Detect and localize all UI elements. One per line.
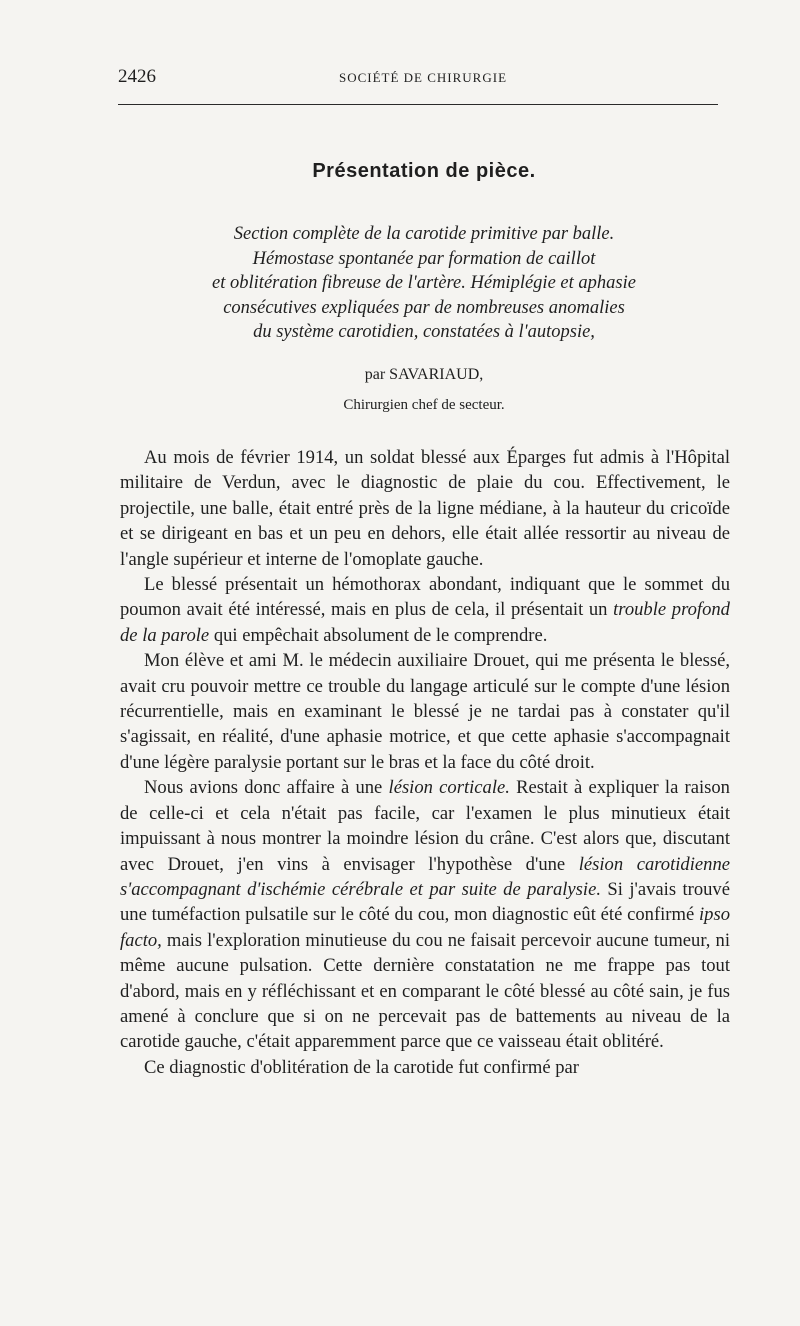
paragraph: Au mois de février 1914, un soldat blessé aux Éparges fut admis à l'Hôpital militaire de Verdun, avec le diagnostic de plaie du cou. Effectivement, le projectile, une balle, était entré près de la ligne médiane, à la hauteur du cricoïde et se dirigeant en bas et un peu en dehors, elle était allée ressortir au niveau de l'angle supérieur et interne de l'omoplate gauche. [120, 447, 730, 570]
author-affiliation: Chirurgien chef de secteur. [343, 397, 505, 413]
paragraph [120, 572, 730, 648]
subtitle-line: Hémostase spontanée par formation de caillot [252, 248, 596, 269]
italic-run: lésion carotidienne s'accompagnant d'ischémie cérébrale et par suite de paralysie. [120, 853, 730, 900]
paragraph: Mon élève et ami M. le médecin auxiliaire Drouet, qui me présenta le blessé, avait cru pouvoir mettre ce trouble du langage articulé sur le compte d'une lésion récurrentielle, mais en examinant le blessé je ne tardai pas à constater qu'il s'agissait, en réalité, d'une aphasie motrice, et que cette aphasie s'accompagnait d'une légère paralysie portant sur le bras et la face du côté droit. [120, 650, 730, 773]
italic-run: lésion corticale. [388, 777, 510, 799]
subtitle-line: du système carotidien, constatées à l'autopsie, [253, 322, 595, 342]
running-title: SOCIÉTÉ DE CHIRURGIE [338, 70, 508, 85]
paragraph: Ce diagnostic d'oblitération de la carotide fut confirmé par [144, 1056, 579, 1078]
subtitle-line: et oblitération fibreuse de l'artère. Hémiplégie et aphasie [212, 273, 636, 293]
italic-run: trouble profond de la parole [120, 599, 730, 646]
author-line: par SAVARIAUD, [364, 366, 484, 383]
text-run: mais l'exploration minutieuse du cou ne faisait percevoir aucune tumeur, ni même aucune pulsation. Cette dernière constatation ne me frappe pas tout d'abord, mais en y réfléchissant et en comparant le côté blessé au côté sain, je fus amené à conclure que si on ne percevait pas de battements au niveau de la carotide gauche, c'était apparemment parce que ce vaisseau était oblitéré. [120, 929, 730, 1053]
text-run: Le blessé présentait un hémothorax abondant, indiquant que le sommet du poumon avait été intéressé, mais en plus de cela, il présentait un [120, 574, 730, 621]
text-run: qui empêchait absolument de le comprendre. [209, 624, 548, 646]
text-run: Restait à expliquer la raison de celle-ci et cela n'était pas facile, car l'examen le plus minutieux était impuissant à nous montrer la moindre lésion du crâne. C'est alors que, discutant avec Drouet, j'en vins à envisager l'hypothèse d'une [120, 777, 730, 875]
text-run: Nous avions donc affaire à une [144, 777, 389, 799]
paragraph [120, 775, 730, 1054]
header-rule [118, 104, 718, 105]
page-header [118, 66, 728, 90]
text-run: Si j'avais trouvé une tuméfaction pulsatile sur le côté du cou, mon diagnostic eût été confirmé [120, 878, 730, 926]
subtitle-line: consécutives expliquées par de nombreuses anomalies [223, 297, 625, 318]
italic-run: ipso facto, [120, 904, 730, 951]
body-text [120, 445, 730, 1080]
article-subtitle [150, 222, 698, 345]
section-title: Présentation de pièce. [312, 160, 536, 182]
subtitle-line: Section complète de la carotide primitive par balle. [233, 224, 615, 244]
page-number: 2426 [118, 66, 156, 87]
